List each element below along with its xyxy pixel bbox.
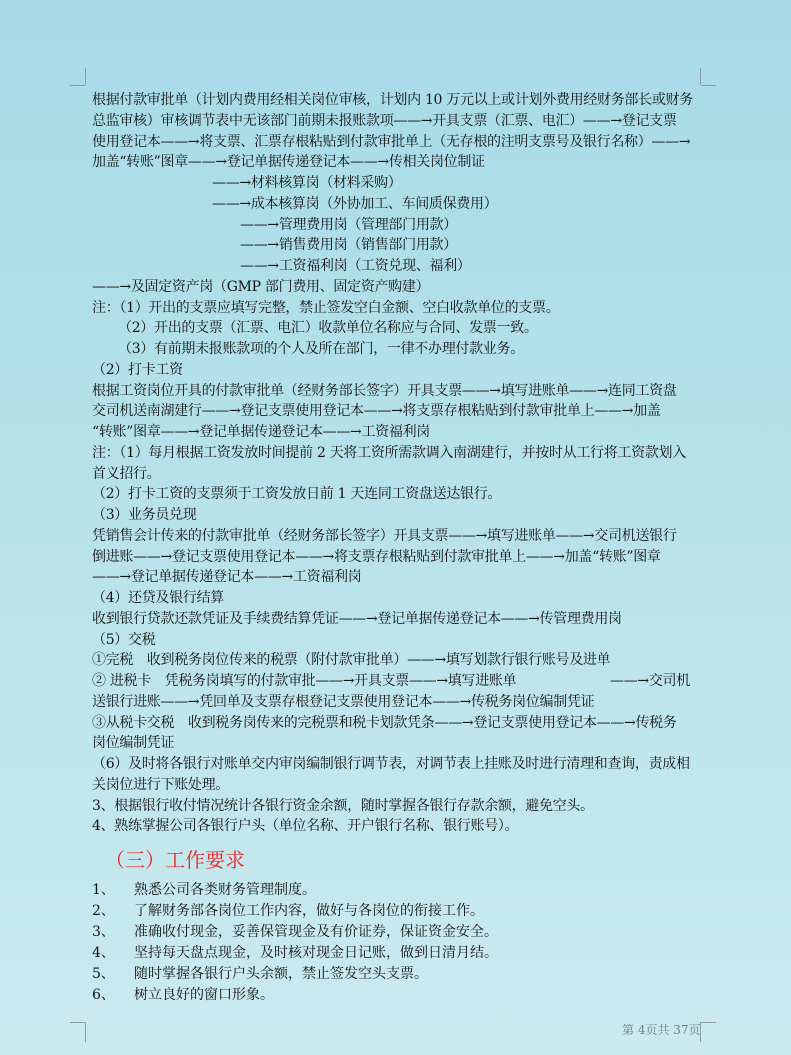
text-line: 注：（1）每月根据工资发放时间提前 2 天将工资所需款调入南湖建行，并按时从工行将工资款划入 — [92, 444, 686, 461]
requirement-item — [92, 964, 428, 985]
item-text: 坚持每天盘点现金，及时核对现金日记账，做到日清月结。 — [134, 944, 498, 961]
corner-mark — [701, 1022, 716, 1023]
corner-mark — [85, 1022, 86, 1042]
item-text: 树立良好的窗口形象。 — [134, 986, 274, 1003]
text-line: 倒进账——→登记支票使用登记本——→将支票存根粘贴到付款审批单上——→加盖“转账”图章 — [92, 548, 661, 565]
requirement-item — [92, 880, 316, 901]
text-line: 注：（1）开出的支票应填写完整，禁止签发空白金额、空白收款单位的支票。 — [92, 299, 560, 316]
text-line: ——→及固定资产岗（GMP 部门费用、固定资产购建） — [92, 278, 430, 295]
text-line: （3）有前期未报账款项的个人及所在部门，一律不办理付款业务。 — [118, 341, 524, 357]
text-line: （3）业务员兑现 — [92, 507, 197, 523]
text-line-tail: ——→交司机 — [610, 673, 690, 689]
item-number: 4、 — [92, 944, 115, 961]
text-line: 根据工资岗位开具的付款审批单（经财务部长签字）开具支票——→填写进账单——→连同工资盘 — [92, 382, 677, 399]
text-line: ①完税 收到税务岗位传来的税票（附付款审批单）——→填写划款行银行账号及进单 — [92, 652, 611, 669]
text-line: 使用登记本——→将支票、汇票存根粘贴到付款审批单上（无存根的注明支票号及银行名称）——→ — [92, 133, 691, 150]
text-line: （4）还贷及银行结算 — [92, 590, 224, 606]
text-line: 交司机送南湖建行——→登记支票使用登记本——→将支票存根粘贴到付款审批单上——→加盖 — [92, 403, 661, 420]
text-line: 首义招行。 — [92, 465, 161, 482]
text-line: （5）交税 — [92, 631, 156, 648]
section-heading: （三）工作要求 — [105, 848, 245, 872]
item-number: 5、 — [92, 965, 115, 982]
text-line: ——→材料核算岗（材料采购） — [212, 175, 402, 191]
text-line: ——→成本核算岗（外协加工、车间质保费用） — [212, 195, 498, 212]
text-line: ——→登记单据传递登记本——→工资福利岗 — [92, 569, 362, 586]
item-number: 6、 — [92, 986, 115, 1003]
text-line: （6）及时将各银行对账单交内审岗编制银行调节表，对调节表上挂账及时进行清理和查询，责成相 — [92, 756, 690, 772]
text-line: 收到银行贷款还款凭证及手续费结算凭证——→登记单据传递登记本——→传管理费用岗 — [92, 610, 622, 627]
item-number: 3、 — [92, 923, 115, 940]
corner-mark — [85, 68, 86, 85]
text-line: 4、熟练掌握公司各银行户头（单位名称、开户银行名称、银行账号）。 — [92, 818, 519, 835]
item-number: 1、 — [92, 882, 115, 898]
text-line: 3、根据银行收付情况统计各银行资金余额，随时掌握各银行存款余额，避免空头。 — [92, 797, 594, 814]
item-text: 了解财务部各岗位工作内容，做好与各岗位的衔接工作。 — [134, 902, 484, 919]
text-line: ——→销售费用岗（销售部门用款） — [240, 237, 457, 254]
text-line: ——→管理费用岗（管理部门用款） — [240, 216, 457, 233]
corner-mark — [701, 85, 716, 86]
requirement-item — [92, 943, 498, 964]
requirement-item — [92, 901, 484, 922]
item-text: 准确收付现金，妥善保管现金及有价证券，保证资金安全。 — [134, 923, 498, 940]
requirement-item — [92, 985, 274, 1006]
text-line: 送银行进账——→凭回单及支票存根登记支票使用登记本——→传税务岗位编制凭证 — [92, 693, 595, 710]
item-text: 随时掌握各银行户头余额，禁止签发空头支票。 — [134, 965, 428, 982]
requirement-item — [92, 922, 498, 943]
text-line: ③从税卡交税 收到税务岗传来的完税票和税卡划款凭条——→登记支票使用登记本——→传税务 — [92, 714, 677, 731]
item-text: 熟悉公司各类财务管理制度。 — [134, 882, 316, 898]
page-number: 第 4页共 37页 — [622, 1023, 701, 1037]
text-line: 岗位编制凭证 — [92, 735, 175, 752]
text-line: 凭销售会计传来的付款审批单（经财务部长签字）开具支票——→填写进账单——→交司机送银行 — [92, 527, 677, 544]
corner-mark — [700, 68, 701, 85]
corner-mark — [70, 1022, 85, 1023]
text-line: ② 进税卡 凭税务岗填写的付款审批——→开具支票——→填写进账单 — [92, 673, 517, 689]
text-line: “转账”图章——→登记单据传递登记本——→工资福利岗 — [92, 424, 430, 440]
text-line: 关岗位进行下账处理。 — [92, 776, 229, 793]
text-line: （2）开出的支票（汇票、电汇）收款单位名称应与合同、发票一致。 — [118, 320, 538, 337]
text-line: 总监审核）审核调节表中无该部门前期未报账款项——→开具支票（汇票、电汇）——→登记支票 — [92, 112, 677, 129]
item-number: 2、 — [92, 902, 115, 919]
corner-mark — [70, 85, 85, 86]
text-line: （2）打卡工资 — [92, 361, 183, 378]
text-line: 加盖“转账”图章——→登记单据传递登记本——→传相关岗位制证 — [92, 154, 485, 171]
text-line: ——→工资福利岗（工资兑现、福利） — [240, 258, 471, 274]
text-line: （2）打卡工资的支票须于工资发放日前 1 天连同工资盘送达银行。 — [92, 486, 502, 503]
text-line: 根据付款审批单（计划内费用经相关岗位审核，计划内 10 万元以上或计划外费用经财务部长或财务 — [92, 92, 693, 108]
